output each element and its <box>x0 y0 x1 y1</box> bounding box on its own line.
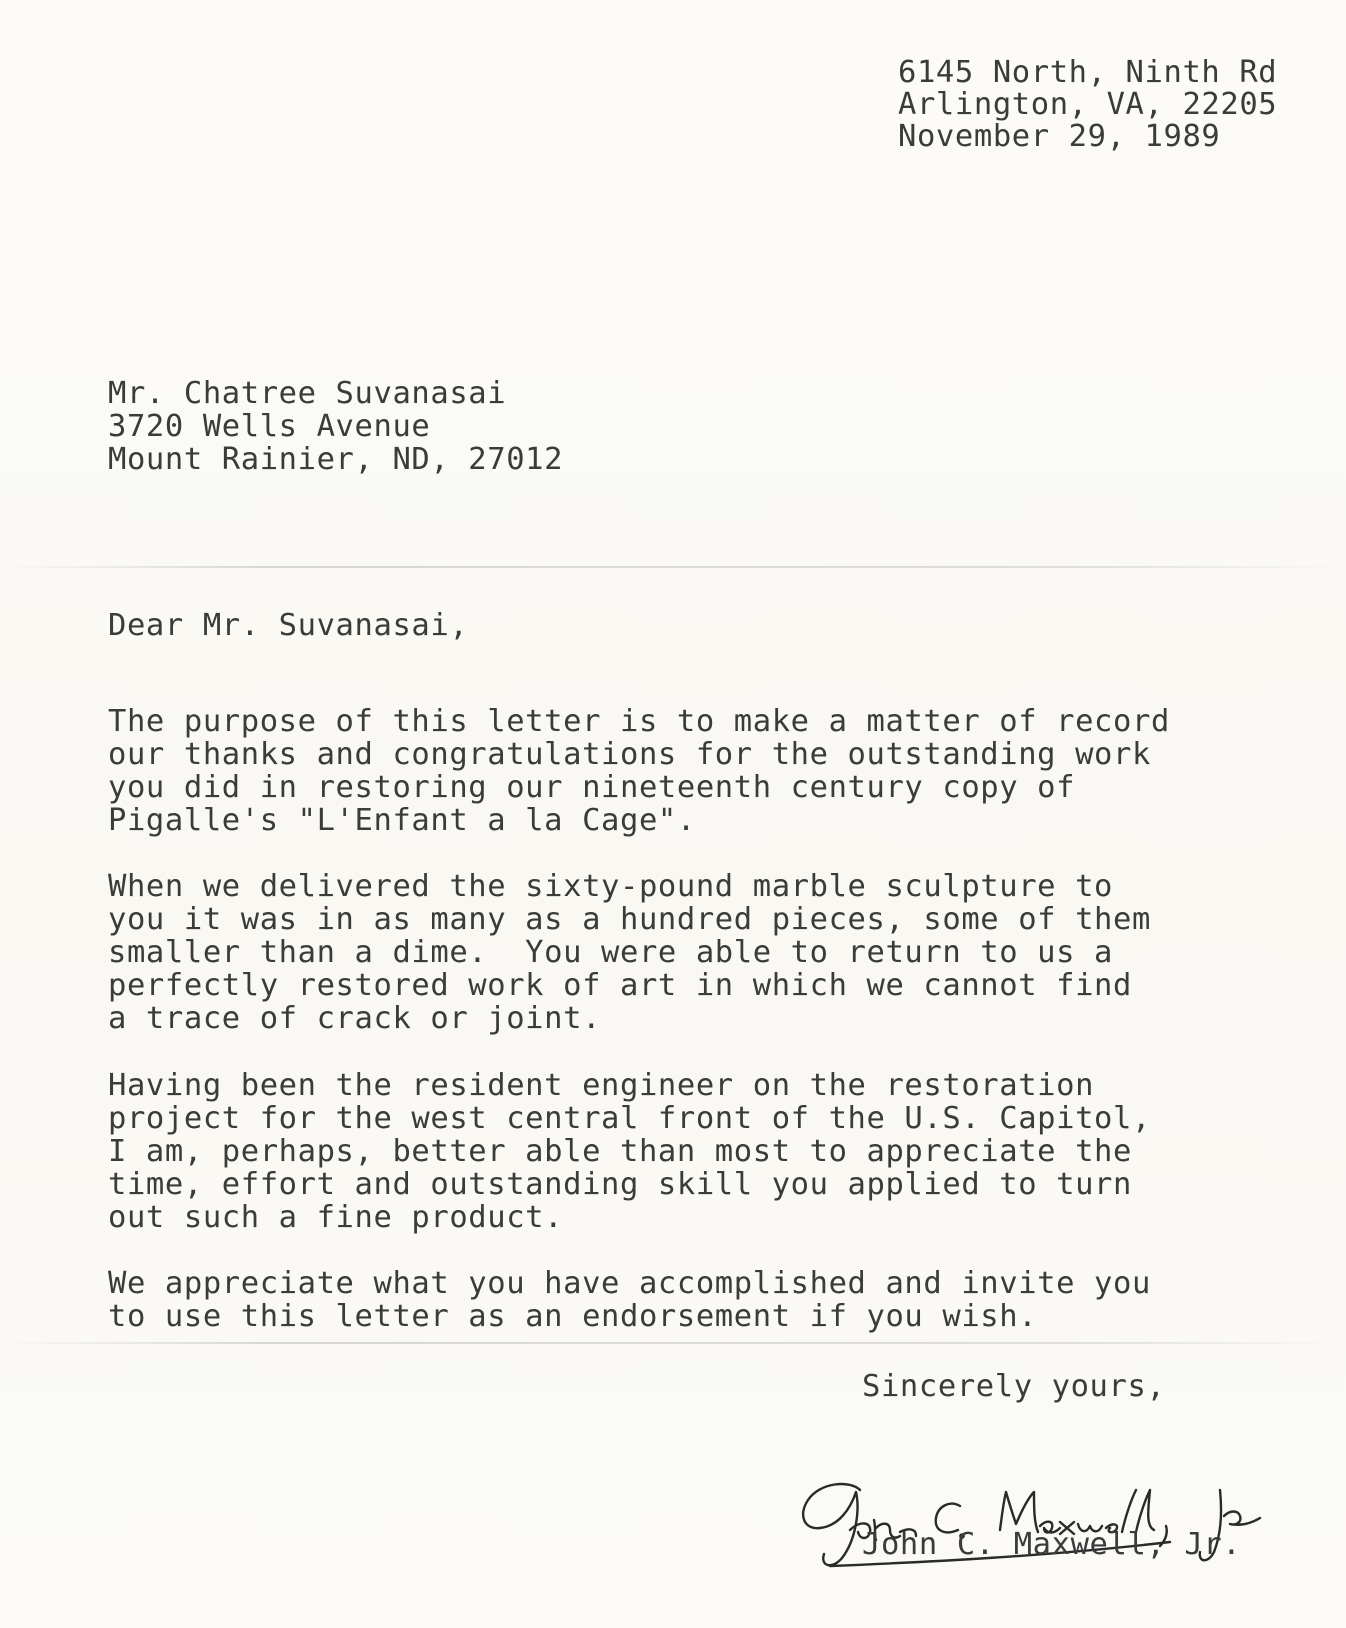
sender-street: 6145 North, Ninth Rd <box>898 55 1278 90</box>
paragraph-line: you did in restoring our nineteenth century copy of <box>108 770 1076 805</box>
paragraph-line: Having been the resident engineer on the restoration <box>108 1068 1095 1103</box>
paragraph-line: smaller than a dime. You were able to return to us a <box>108 935 1114 970</box>
signer-name: John C. Maxwell, Jr. <box>862 1527 1242 1562</box>
paragraph-line: out such a fine product. <box>108 1200 564 1235</box>
paragraph-line: When we delivered the sixty-pound marble sculpture to <box>108 869 1114 904</box>
paragraph-line: We appreciate what you have accomplished and invite you <box>108 1266 1151 1301</box>
recipient-name: Mr. Chatree Suvanasai <box>108 376 507 411</box>
recipient-city-state-zip: Mount Rainier, ND, 27012 <box>108 442 564 477</box>
letter-date: November 29, 1989 <box>898 119 1221 154</box>
paragraph-line: time, effort and outstanding skill you applied to turn <box>108 1167 1132 1202</box>
sender-city-state-zip: Arlington, VA, 22205 <box>898 87 1278 122</box>
salutation: Dear Mr. Suvanasai, <box>108 608 469 643</box>
paragraph-line: Pigalle's "L'Enfant a la Cage". <box>108 803 696 838</box>
handwritten-signature <box>790 1470 1270 1580</box>
paper-fold-line <box>0 566 1346 568</box>
paragraph-line: I am, perhaps, better able than most to appreciate the <box>108 1134 1132 1169</box>
paragraph-line: to use this letter as an endorsement if you wish. <box>108 1299 1038 1334</box>
paper-fold-line <box>0 1342 1346 1344</box>
recipient-street: 3720 Wells Avenue <box>108 409 431 444</box>
paragraph-line: you it was in as many as a hundred pieces, some of them <box>108 902 1151 937</box>
paragraph-line: The purpose of this letter is to make a matter of record <box>108 704 1170 739</box>
paragraph-line: a trace of crack or joint. <box>108 1001 602 1036</box>
closing: Sincerely yours, <box>862 1369 1166 1404</box>
paragraph-line: our thanks and congratulations for the outstanding work <box>108 737 1151 772</box>
paragraph-line: project for the west central front of the U.S. Capitol, <box>108 1101 1151 1136</box>
paragraph-line: perfectly restored work of art in which we cannot find <box>108 968 1132 1003</box>
